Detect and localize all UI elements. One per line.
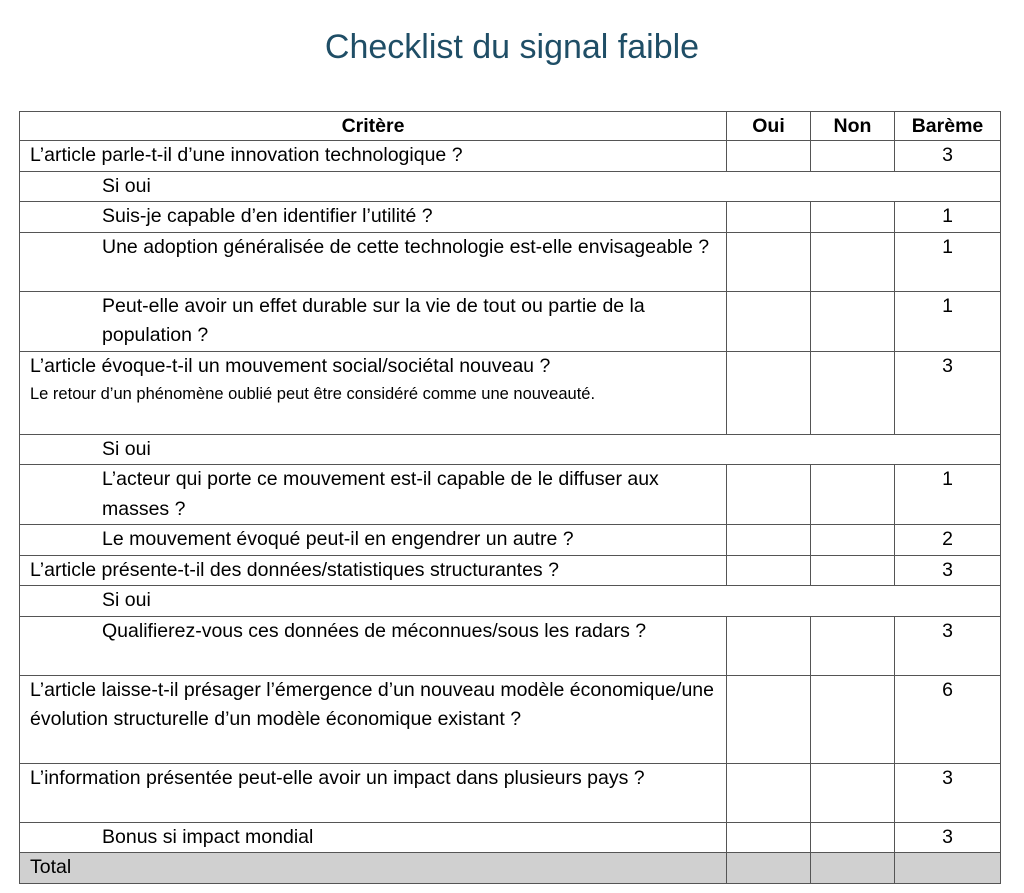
table-row [20,202,1001,233]
criterion-text: Bonus si impact mondial [20,822,727,853]
table-row [20,291,1001,351]
header-bareme: Barème [895,112,1001,141]
non-cell[interactable] [811,763,895,822]
table-row [20,434,1001,465]
criterion-text: Suis-je capable d’en identifier l’utilité ? [20,202,727,233]
oui-cell[interactable] [727,822,811,853]
table-row [20,616,1001,675]
oui-cell[interactable] [727,351,811,434]
bareme-cell: 2 [895,525,1001,556]
criterion-text: L’article laisse-t-il présager l’émergence d’un nouveau modèle économique/une évolution structurelle d’un modèle économique existant ? [20,675,727,763]
criterion-text: L’acteur qui porte ce mouvement est-il capable de le diffuser aux masses ? [20,465,727,525]
non-cell[interactable] [811,616,895,675]
header-non: Non [811,112,895,141]
bareme-cell: 3 [895,141,1001,172]
criterion-text: L’article présente-t-il des données/statistiques structurantes ? [20,555,727,586]
non-cell[interactable] [811,555,895,586]
non-cell[interactable] [811,822,895,853]
si-oui-label: Si oui [20,434,1001,465]
table-row [20,465,1001,525]
total-row [20,853,1001,884]
non-cell[interactable] [811,202,895,233]
oui-cell[interactable] [727,465,811,525]
total-bareme-cell [895,853,1001,884]
table-header-row [20,112,1001,141]
table-row [20,822,1001,853]
criterion-text: Une adoption généralisée de cette technologie est-elle envisageable ? [20,232,727,291]
oui-cell[interactable] [727,525,811,556]
bareme-cell: 1 [895,465,1001,525]
bareme-cell: 6 [895,675,1001,763]
checklist-table [19,111,1001,884]
oui-cell[interactable] [727,763,811,822]
oui-cell[interactable] [727,141,811,172]
header-critere: Critère [20,112,727,141]
bareme-cell: 1 [895,291,1001,351]
non-cell[interactable] [811,232,895,291]
criterion-text: Qualifierez-vous ces données de méconnues/sous les radars ? [20,616,727,675]
header-oui: Oui [727,112,811,141]
criterion-text: L’information présentée peut-elle avoir un impact dans plusieurs pays ? [20,763,727,822]
document-title: Checklist du signal faible [324,28,700,66]
bareme-cell: 3 [895,616,1001,675]
table-row [20,351,1001,434]
bareme-cell: 1 [895,202,1001,233]
criterion-text: L’article parle-t-il d’une innovation technologique ? [20,141,727,172]
table-row [20,763,1001,822]
total-non-cell [811,853,895,884]
oui-cell[interactable] [727,232,811,291]
bareme-cell: 1 [895,232,1001,291]
non-cell[interactable] [811,675,895,763]
bareme-cell: 3 [895,763,1001,822]
oui-cell[interactable] [727,675,811,763]
non-cell[interactable] [811,291,895,351]
criterion-cell [20,351,727,434]
bareme-cell: 3 [895,351,1001,434]
table-row [20,675,1001,763]
non-cell[interactable] [811,351,895,434]
table-row [20,141,1001,172]
si-oui-label: Si oui [20,171,1001,202]
criterion-note: Le retour d’un phénomène oublié peut être considéré comme une nouveauté. [30,385,596,403]
si-oui-label: Si oui [20,586,1001,617]
table-row [20,586,1001,617]
table-row [20,525,1001,556]
bareme-cell: 3 [895,822,1001,853]
oui-cell[interactable] [727,616,811,675]
criterion-text: L’article évoque-t-il un mouvement social/sociétal nouveau ? [30,354,551,377]
non-cell[interactable] [811,525,895,556]
table-row [20,555,1001,586]
criterion-text: Le mouvement évoqué peut-il en engendrer un autre ? [20,525,727,556]
oui-cell[interactable] [727,555,811,586]
oui-cell[interactable] [727,291,811,351]
total-label: Total [20,853,727,884]
table-row [20,171,1001,202]
non-cell[interactable] [811,141,895,172]
table-row [20,232,1001,291]
bareme-cell: 3 [895,555,1001,586]
criterion-text: Peut-elle avoir un effet durable sur la vie de tout ou partie de la population ? [20,291,727,351]
total-oui-cell [727,853,811,884]
non-cell[interactable] [811,465,895,525]
oui-cell[interactable] [727,202,811,233]
